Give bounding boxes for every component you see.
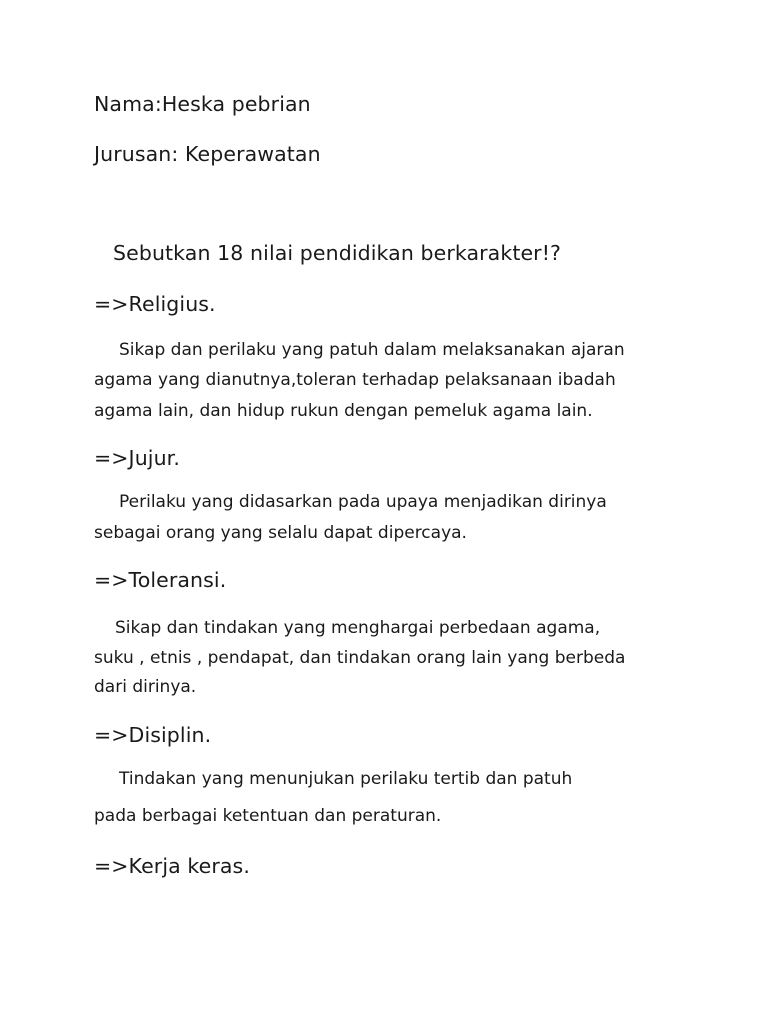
value-desc-line: sebagai orang yang selalu dapat dipercaya.: [94, 523, 467, 543]
value-desc-line: Perilaku yang didasarkan pada upaya menjadikan dirinya: [119, 492, 607, 512]
value-heading-disiplin: =>Disiplin.: [94, 723, 212, 747]
value-desc-line: Sikap dan perilaku yang patuh dalam melaksanakan ajaran: [119, 340, 625, 360]
student-name: Nama:Heska pebrian: [94, 92, 311, 116]
value-desc-line: dari dirinya.: [94, 677, 197, 697]
value-heading-religius: =>Religius.: [94, 292, 216, 316]
question-heading: Sebutkan 18 nilai pendidikan berkarakter!?: [113, 241, 561, 265]
value-desc-line: Tindakan yang menunjukan perilaku tertib dan patuh: [119, 769, 573, 789]
value-heading-jujur: =>Jujur.: [94, 446, 180, 470]
value-heading-toleransi: =>Toleransi.: [94, 568, 227, 592]
value-desc-line: Sikap dan tindakan yang menghargai perbedaan agama,: [115, 618, 601, 638]
value-desc-line: agama lain, dan hidup rukun dengan pemeluk agama lain.: [94, 401, 593, 421]
value-desc-line: pada berbagai ketentuan dan peraturan.: [94, 806, 442, 826]
value-desc-line: agama yang dianutnya,toleran terhadap pelaksanaan ibadah: [94, 370, 616, 390]
student-major: Jurusan: Keperawatan: [94, 142, 321, 166]
value-heading-kerja-keras: =>Kerja keras.: [94, 854, 250, 878]
value-desc-line: suku , etnis , pendapat, dan tindakan orang lain yang berbeda: [94, 648, 626, 668]
